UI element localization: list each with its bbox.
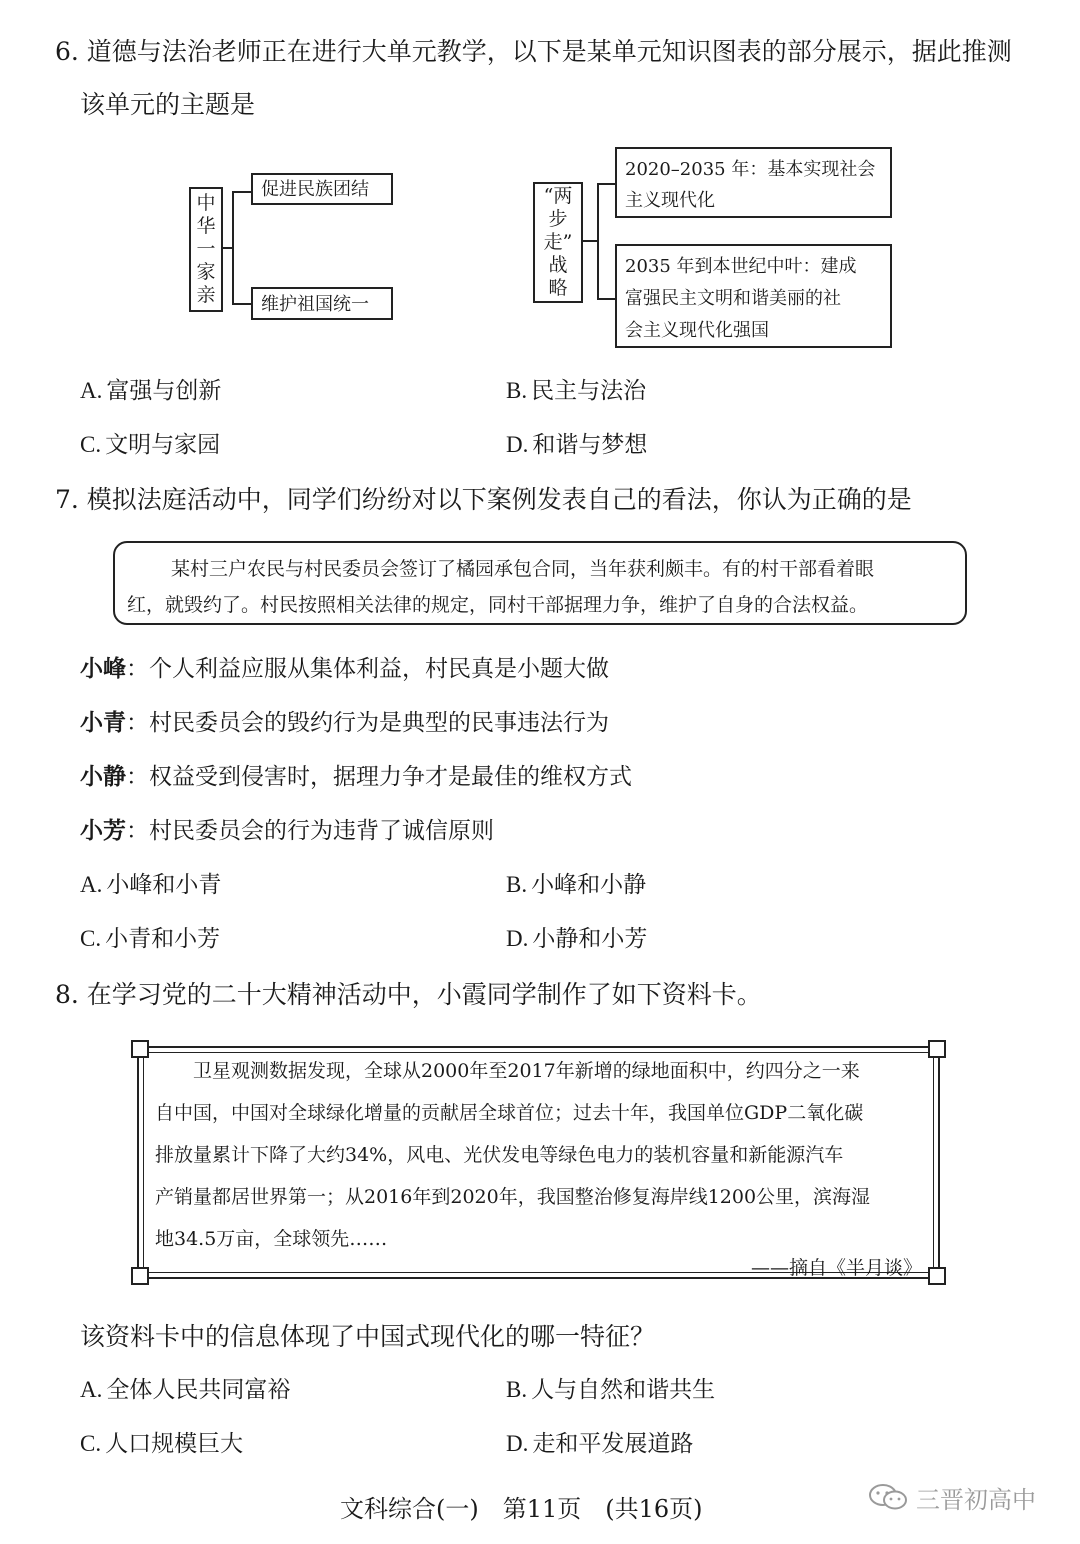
q6-option-d[interactable]: [506, 431, 647, 459]
option-key: B.: [506, 1377, 528, 1402]
option-text: 和谐与梦想: [532, 432, 648, 458]
connector: [232, 191, 252, 193]
q8-option-b[interactable]: [506, 1376, 715, 1404]
branch-line: 2035 年到本世纪中叶：建成: [625, 256, 857, 277]
case-line: 红，就毁约了。村民按照相关法律的规定，同村干部据理力争，维护了自身的合法权益。: [127, 594, 869, 616]
card-line: 自中国，中国对全球绿化增量的贡献居全球首位；过去十年，我国单位GDP二氧化碳: [155, 1102, 864, 1124]
q8-info-card: [127, 1036, 950, 1289]
wechat-icon: [868, 1482, 908, 1512]
option-key: C.: [80, 432, 102, 457]
speaker-name: 小峰: [80, 656, 126, 682]
card-line: 地34.5万亩，全球领先……: [155, 1228, 388, 1250]
watermark-text: 三晋初高中: [916, 1485, 1036, 1514]
option-text: 文明与家园: [105, 432, 221, 458]
connector: [597, 183, 599, 299]
connector: [597, 183, 616, 185]
card-corner-ornament: [131, 1267, 149, 1285]
root-char: 亲: [196, 284, 216, 306]
case-line: 某村三户农民与村民委员会签订了橘园承包合同，当年获利颇丰。有的村干部看着眼: [171, 558, 875, 580]
option-key: C.: [80, 1431, 102, 1456]
q8-option-c[interactable]: [80, 1430, 243, 1458]
q7-option-b[interactable]: [506, 871, 646, 899]
q7-option-c[interactable]: [80, 925, 220, 953]
q7-option-d[interactable]: [506, 925, 647, 953]
card-line: 产销量都居世界第一；从2016年到2020年，我国整治修复海岸线1200公里，滨海湿: [155, 1186, 871, 1208]
q6-option-a[interactable]: [80, 377, 221, 405]
q7-case-box: [113, 541, 967, 625]
diagram-branch-2020-2035: [615, 147, 892, 218]
diagram-branch-2035-mid-century: [615, 244, 892, 348]
q8-stem: 8. 在学习党的二十大精神活动中，小霞同学制作了如下资料卡。: [55, 980, 762, 1009]
q8-option-a[interactable]: [80, 1376, 290, 1404]
speaker-name: 小静: [80, 764, 126, 790]
page-footer: 文科综合(一) 第11页 (共16页): [340, 1495, 703, 1523]
option-key: D.: [506, 926, 529, 951]
option-text: 小青和小芳: [105, 926, 221, 952]
option-key: A.: [80, 872, 103, 897]
option-text: 小静和小芳: [532, 926, 648, 952]
q6-stem-line1: 6. 道德与法治老师正在进行大单元教学，以下是某单元知识图表的部分展示，据此推测: [55, 37, 1012, 66]
option-text: 人口规模巨大: [105, 1431, 244, 1457]
card-line: 卫星观测数据发现，全球从2000年至2017年新增的绿地面积中，约四分之一来: [155, 1060, 860, 1082]
watermark: [868, 1480, 1036, 1514]
card-corner-ornament: [928, 1267, 946, 1285]
opinion-text: ：村民委员会的行为违背了诚信原则: [126, 818, 494, 844]
diagram-root-zhonghua: [189, 187, 223, 312]
q6-option-c[interactable]: [80, 431, 220, 459]
q6-stem-line2: 该单元的主题是: [80, 90, 256, 119]
q8-question: 该资料卡中的信息体现了中国式现代化的哪一特征？: [80, 1322, 656, 1351]
root-char: 中: [196, 192, 216, 214]
option-text: 全体人民共同富裕: [106, 1377, 291, 1403]
branch-line: 会主义现代化强国: [625, 320, 769, 341]
opinion-text: ：村民委员会的毁约行为是典型的民事违法行为: [126, 710, 609, 736]
connector: [232, 303, 252, 305]
card-source: ——摘自《半月谈》: [750, 1257, 922, 1279]
option-text: 富强与创新: [106, 378, 222, 404]
q7-opinion-xiaoqing: [80, 709, 609, 737]
branch-line: 2020–2035 年：基本实现社会: [625, 159, 876, 180]
option-key: A.: [80, 1377, 103, 1402]
q7-opinion-xiaofang: [80, 817, 494, 845]
root-char: “两: [543, 185, 573, 207]
option-key: C.: [80, 926, 102, 951]
q7-opinion-xiaofeng: [80, 655, 609, 683]
speaker-name: 小芳: [80, 818, 126, 844]
card-body: [155, 1050, 870, 1260]
root-char: 步: [548, 208, 568, 230]
option-text: 小峰和小青: [106, 872, 222, 898]
q7-option-a[interactable]: [80, 871, 221, 899]
diagram-branch-reunification: 维护祖国统一: [251, 287, 393, 320]
connector: [597, 298, 616, 300]
card-line: 排放量累计下降了大约34%，风电、光伏发电等绿色电力的装机容量和新能源汽车: [155, 1144, 844, 1166]
option-key: D.: [506, 1431, 529, 1456]
q6-option-b[interactable]: [506, 377, 646, 405]
root-char: 略: [548, 277, 568, 299]
option-key: A.: [80, 378, 103, 403]
q8-option-d[interactable]: [506, 1430, 693, 1458]
branch-line: 主义现代化: [625, 190, 715, 211]
diagram-branch-unity: 促进民族团结: [251, 173, 393, 205]
option-key: D.: [506, 432, 529, 457]
root-char: 华: [196, 215, 216, 237]
option-text: 走和平发展道路: [532, 1431, 694, 1457]
root-char: 家: [196, 261, 216, 283]
option-text: 人与自然和谐共生: [531, 1377, 716, 1403]
root-char: 走”: [543, 231, 573, 253]
card-corner-ornament: [928, 1040, 946, 1058]
root-char: 战: [548, 254, 568, 276]
option-key: B.: [506, 378, 528, 403]
root-char: 一: [196, 238, 216, 260]
opinion-text: ：权益受到侵害时，据理力争才是最佳的维权方式: [126, 764, 632, 790]
speaker-name: 小青: [80, 710, 126, 736]
option-key: B.: [506, 872, 528, 897]
card-corner-ornament: [131, 1040, 149, 1058]
branch-line: 富强民主文明和谐美丽的社: [625, 288, 841, 309]
q7-stem: 7. 模拟法庭活动中，同学们纷纷对以下案例发表自己的看法，你认为正确的是: [55, 485, 912, 514]
diagram-root-two-step: [533, 182, 583, 303]
option-text: 民主与法治: [531, 378, 647, 404]
option-text: 小峰和小静: [531, 872, 647, 898]
q7-opinion-xiaojing: [80, 763, 632, 791]
opinion-text: ：个人利益应服从集体利益，村民真是小题大做: [126, 656, 609, 682]
connector: [581, 240, 598, 242]
connector: [232, 191, 234, 304]
